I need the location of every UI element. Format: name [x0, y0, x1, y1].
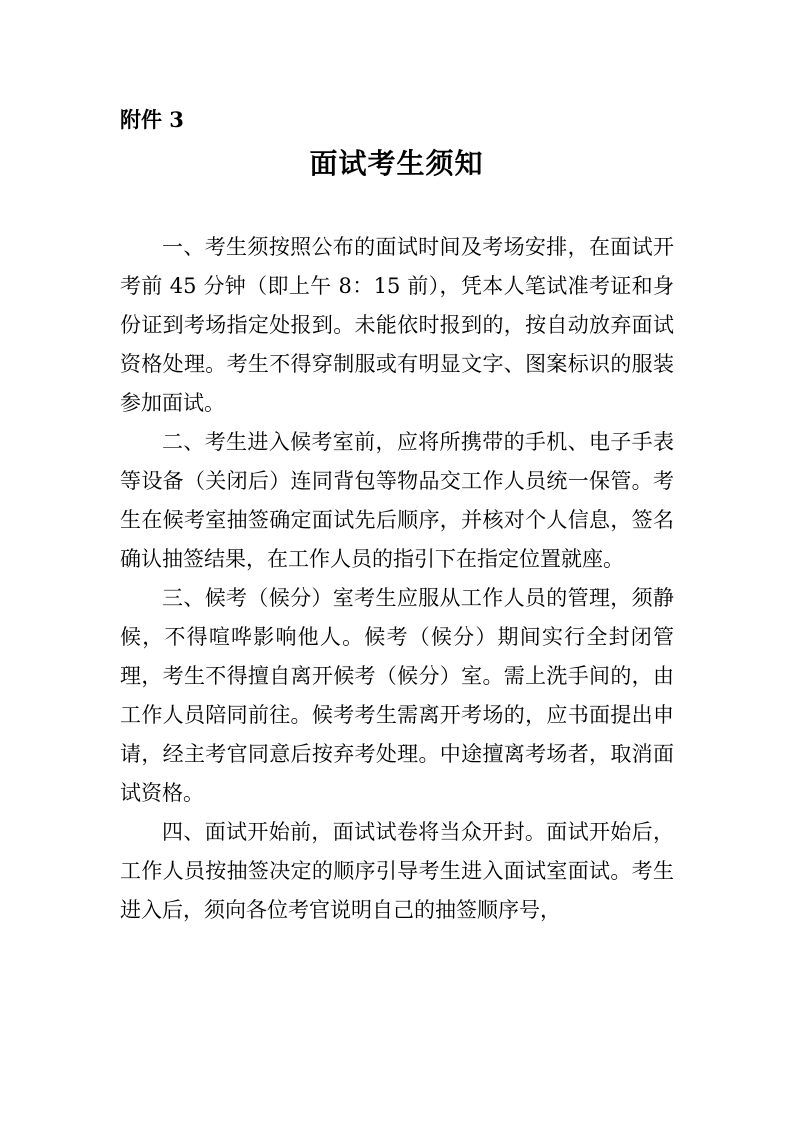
paragraph-2: 二、考生进入候考室前，应将所携带的手机、电子手表等设备（关闭后）连同背包等物品交工作人员统一保管。考生在候考室抽签确定面试先后顺序，并核对个人信息，签名确认抽签结果，在工作人员的指引下在指定位置就座。 — [120, 430, 674, 571]
attachment-label: 附件 3 — [120, 107, 184, 132]
document-body — [120, 228, 674, 930]
document-title: 面试考生须知 — [309, 147, 484, 180]
paragraph-3: 三、候考（候分）室考生应服从工作人员的管理，须静候，不得喧哗影响他人。候考（候分）期间实行全封闭管理，考生不得擅自离开候考（候分）室。需上洗手间的，由工作人员陪同前往。候考考生需离开考场的，应书面提出申请，经主考官同意后按弃考处理。中途擅离考场者，取消面试资格。 — [120, 586, 674, 805]
paragraph-4: 四、面试开始前，面试试卷将当众开封。面试开始后，工作人员按抽签决定的顺序引导考生进入面试室面试。考生进入后，须向各位考官说明自己的抽签顺序号， — [120, 820, 674, 922]
paragraph-1: 一、考生须按照公布的面试时间及考场安排，在面试开考前 45 分钟（即上午 8：15 前），凭本人笔试准考证和身份证到考场指定处报到。未能依时报到的，按自动放弃面试资格处理。考生不得穿制服或有明显文字、图案标识的服装参加面试。 — [120, 235, 674, 415]
